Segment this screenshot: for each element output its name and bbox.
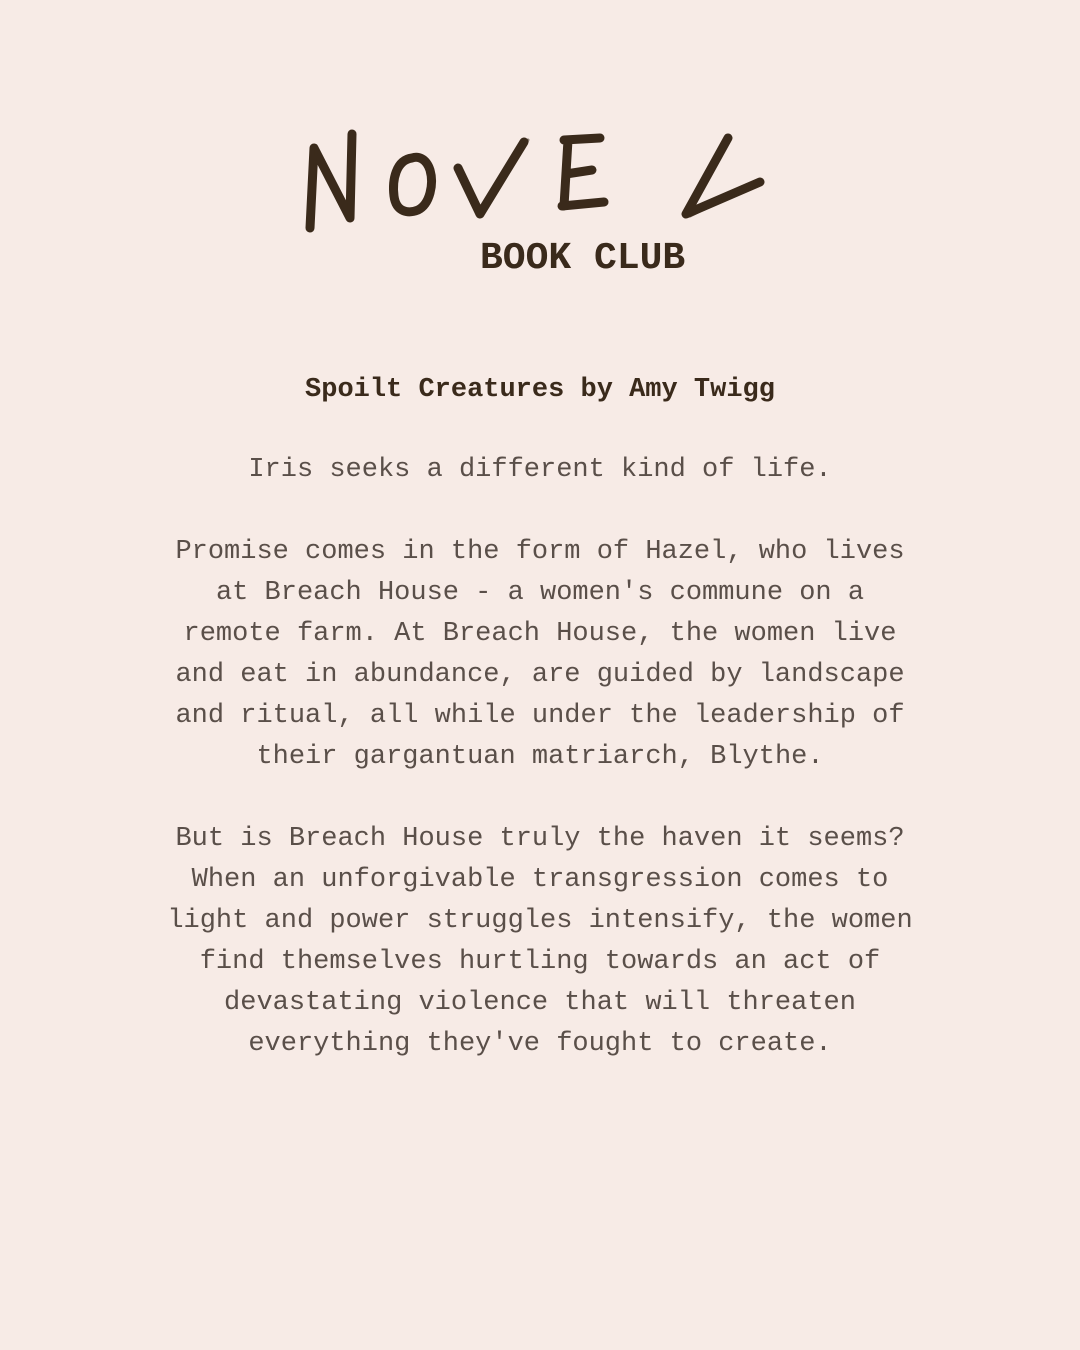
novel-handwritten-logo-icon <box>300 118 770 240</box>
paragraph-conflict: But is Breach House truly the haven it seems? When an unforgivable transgression comes to light and power struggles intensify, the women find themselves hurtling towards an act of devastating violence that will threaten everything they've fought to create. <box>167 824 913 1059</box>
paragraph-premise: Promise comes in the form of Hazel, who lives at Breach House - a women's commune on a remote farm. At Breach House, the women live and eat in abundance, are guided by landscape and ritual, all while under the leadership of their gargantuan matriarch, Blythe. <box>175 537 905 772</box>
novel-logo <box>300 118 770 240</box>
book-title: Spoilt Creatures by Amy Twigg <box>305 375 775 405</box>
book-club-subtitle: BOOK CLUB <box>480 237 686 280</box>
paragraph-intro: Iris seeks a different kind of life. <box>248 455 832 485</box>
book-description <box>120 368 960 1106</box>
